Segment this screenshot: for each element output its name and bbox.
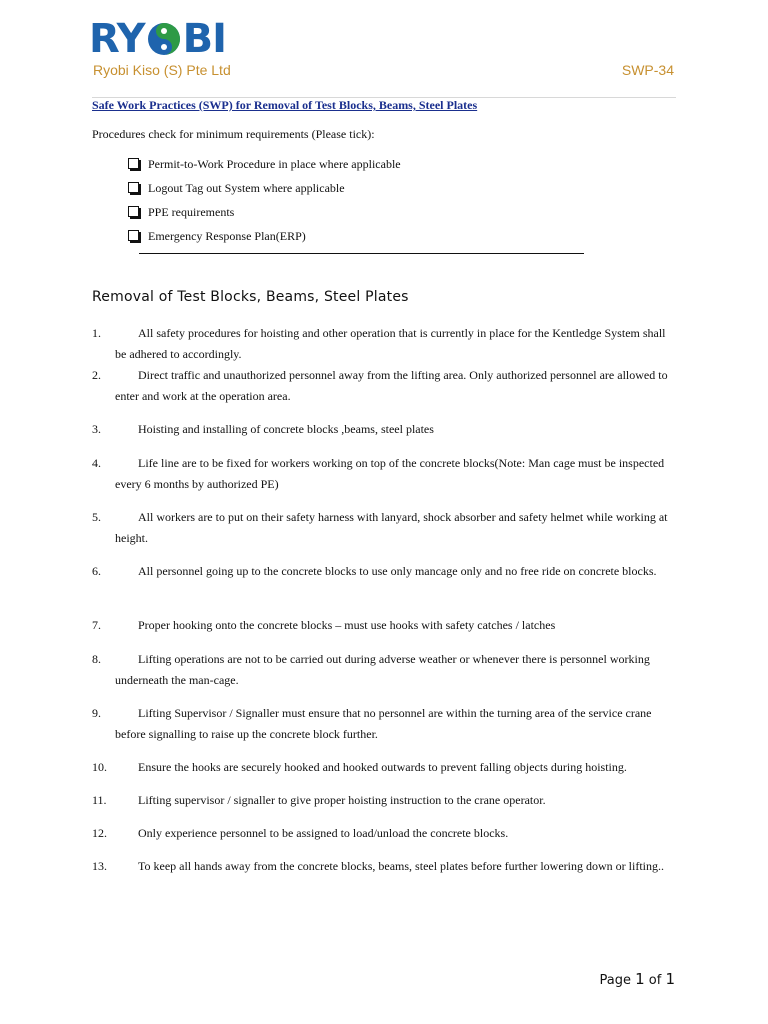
procedure-item (92, 703, 672, 745)
logo-letters-left: RY (89, 16, 145, 62)
of-word: of (648, 973, 662, 988)
procedure-item (92, 561, 672, 582)
procedure-item (92, 649, 672, 691)
procedure-text: All workers are to put on their safety harness with lanyard, shock absorber and safety helmet while working at height. (115, 510, 668, 545)
procedure-text: Lifting supervisor / signaller to give proper hoisting instruction to the crane operator. (138, 793, 546, 807)
checkbox-icon[interactable] (128, 206, 139, 217)
requirements-checklist (128, 152, 401, 248)
document-code: SWP-34 (621, 62, 674, 78)
total-pages-number: 1 (665, 970, 675, 988)
procedure-number: 13. (92, 859, 107, 873)
procedure-item (92, 323, 672, 365)
procedure-number: 2. (92, 368, 101, 382)
logo-swirl-icon (146, 21, 182, 57)
procedure-number: 1. (92, 326, 101, 340)
logo-letters-right: BI (182, 16, 226, 62)
checklist-item[interactable] (128, 176, 401, 200)
procedure-text: Lifting operations are not to be carried out during adverse weather or whenever there is personnel working underneath the man-cage. (115, 652, 650, 687)
procedure-text: All personnel going up to the concrete blocks to use only mancage only and no free ride on concrete blocks. (138, 564, 657, 578)
procedure-item (92, 757, 672, 778)
procedure-item (92, 453, 672, 495)
checkbox-icon[interactable] (128, 158, 139, 169)
checklist-item-label: Emergency Response Plan(ERP) (148, 228, 306, 243)
procedure-number: 7. (92, 618, 101, 632)
procedure-number: 3. (92, 422, 101, 436)
procedure-text: Ensure the hooks are securely hooked and hooked outwards to prevent falling objects during hoisting. (138, 760, 627, 774)
procedure-item (92, 419, 672, 440)
checklist-item[interactable] (128, 152, 401, 176)
procedure-number: 12. (92, 826, 107, 840)
checkbox-icon[interactable] (128, 230, 139, 241)
procedure-number: 11. (92, 793, 107, 807)
signature-line (139, 253, 584, 254)
checklist-item-label: PPE requirements (148, 204, 235, 219)
page-footer (599, 970, 675, 988)
document-title: Safe Work Practices (SWP) for Removal of Test Blocks, Beams, Steel Plates (92, 98, 478, 112)
company-name: Ryobi Kiso (S) Pte Ltd (93, 62, 231, 78)
procedure-item (92, 507, 672, 549)
section-heading: Removal of Test Blocks, Beams, Steel Plates (92, 289, 409, 305)
procedure-number: 10. (92, 760, 107, 774)
procedure-item (92, 790, 672, 811)
procedure-text: Only experience personnel to be assigned to load/unload the concrete blocks. (138, 826, 509, 840)
current-page-number: 1 (635, 970, 645, 988)
procedure-number: 8. (92, 652, 101, 666)
checklist-item-label: Logout Tag out System where applicable (148, 180, 345, 195)
page-word: Page (599, 973, 631, 988)
procedure-text: Proper hooking onto the concrete blocks – must use hooks with safety catches / latches (138, 618, 556, 632)
procedure-number: 9. (92, 706, 101, 720)
procedure-item (92, 615, 672, 636)
procedure-text: All safety procedures for hoisting and other operation that is currently in place for the Kentledge System shall be adhered to accordingly. (115, 326, 666, 361)
procedure-text: Hoisting and installing of concrete blocks ,beams, steel plates (138, 422, 434, 436)
checklist-item-label: Permit-to-Work Procedure in place where applicable (148, 156, 401, 171)
ryobi-logo (89, 18, 226, 60)
checkbox-icon[interactable] (128, 182, 139, 193)
procedure-text: To keep all hands away from the concrete blocks, beams, steel plates before further lowering down or lifting.. (138, 859, 664, 873)
procedure-item (92, 823, 672, 844)
checklist-item[interactable] (128, 224, 401, 248)
procedure-number: 4. (92, 456, 101, 470)
intro-text: Procedures check for minimum requirements (Please tick): (92, 127, 375, 141)
procedure-item (92, 856, 672, 877)
procedure-text: Life line are to be fixed for workers working on top of the concrete blocks(Note: Man cage must be inspected every 6 months by authorized PE) (115, 456, 665, 491)
procedure-number: 6. (92, 564, 101, 578)
procedure-text: Direct traffic and unauthorized personnel away from the lifting area. Only authorized personnel are allowed to enter and work at the operation area. (115, 368, 668, 403)
procedure-number: 5. (92, 510, 101, 524)
checklist-item[interactable] (128, 200, 401, 224)
procedure-text: Lifting Supervisor / Signaller must ensure that no personnel are within the turning area of the service crane before signalling to raise up the concrete block further. (115, 706, 652, 741)
procedure-item (92, 365, 672, 407)
